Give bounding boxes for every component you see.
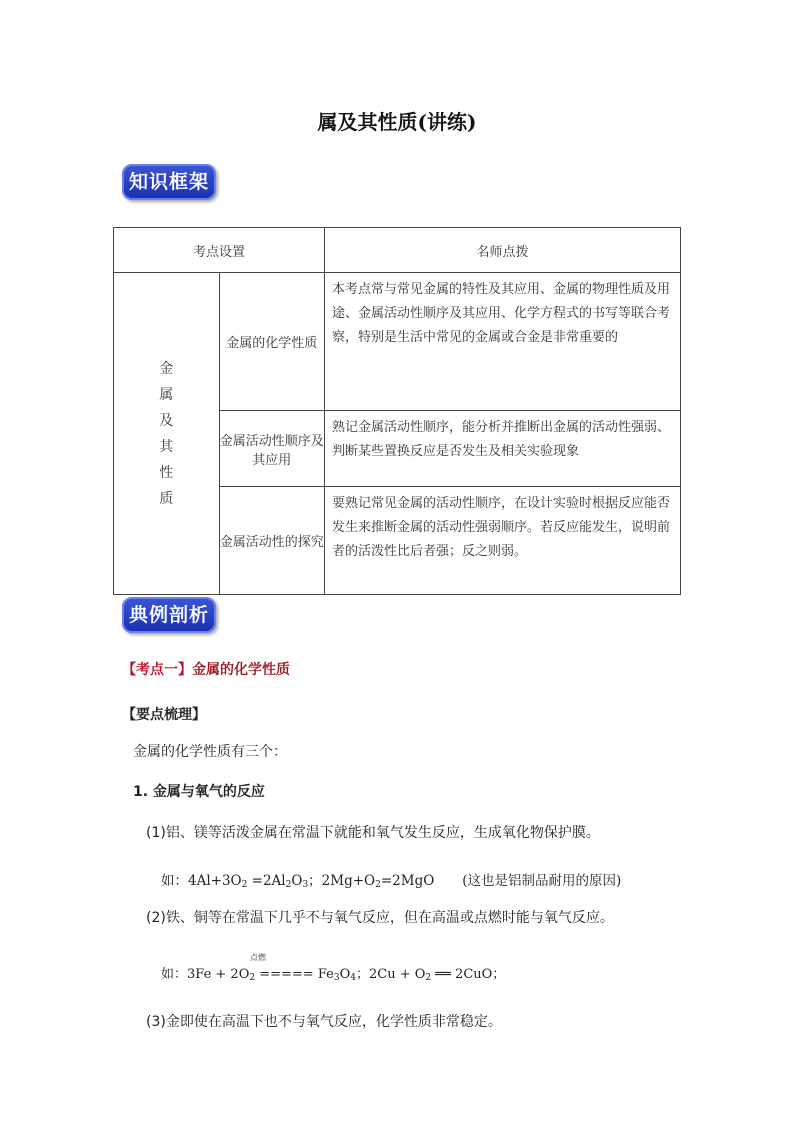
table-row-note: 熟记金属活动性顺序，能分析并推断出金属的活动性强弱、判断某些置换反应是否发生及相关实验现象 [325, 411, 681, 487]
paragraph-2: (2)铁、铜等在常温下几乎不与氧气反应，但在高温或点燃时能与氧气反应。 [146, 910, 614, 926]
typical-examples-badge: 典例剖析 [122, 597, 216, 633]
table-row-topic: 金属活动性的探究 [219, 487, 325, 595]
knowledge-table [113, 227, 681, 595]
equation-1: 如：$4Al+3O_2 =2Al_2O_3$；$2Mg+O_2=2MgO$ (这也是铝制品耐用的原因) [161, 873, 622, 890]
equation-2: 如：$3Fe + 2O_2$ ===== $Fe_3O_4$；$2Cu + O_2$ ══ 2CuO； [161, 967, 506, 983]
table-side-label: 金 属 及 其 性 质 [114, 273, 220, 595]
knowledge-framework-badge: 知识框架 [122, 164, 216, 200]
subheading-metal-oxygen: 1. 金属与氧气的反应 [133, 784, 265, 800]
reaction-condition-label: 点燃 [250, 953, 266, 962]
kaodian-heading: 【考点一】金属的化学性质 [122, 662, 290, 678]
page-title: 属及其性质(讲练) [317, 110, 477, 134]
table-header-notes: 名师点拨 [325, 228, 681, 273]
yaodian-heading: 【要点梳理】 [122, 707, 206, 723]
table-row-note: 要熟记常见金属的活动性顺序，在设计实验时根据反应能否发生来推断金属的活动性强弱顺序。若反应能发生，说明前者的活泼性比后者强；反之则弱。 [325, 487, 681, 595]
paragraph-3: (3)金即使在高温下也不与氧气反应，化学性质非常稳定。 [146, 1014, 502, 1030]
table-header-topic: 考点设置 [114, 228, 325, 273]
table-row-topic: 金属活动性顺序及其应用 [219, 411, 325, 487]
paragraph-1: (1)铝、镁等活泼金属在常温下就能和氧气发生反应，生成氧化物保护膜。 [146, 825, 600, 841]
table-row-note: 本考点常与常见金属的特性及其应用、金属的物理性质及用途、金属活动性顺序及其应用、化学方程式的书写等联合考察，特别是生活中常见的金属或合金是非常重要的 [325, 273, 681, 411]
intro-text: 金属的化学性质有三个： [133, 744, 287, 760]
table-row-topic: 金属的化学性质 [219, 273, 325, 411]
